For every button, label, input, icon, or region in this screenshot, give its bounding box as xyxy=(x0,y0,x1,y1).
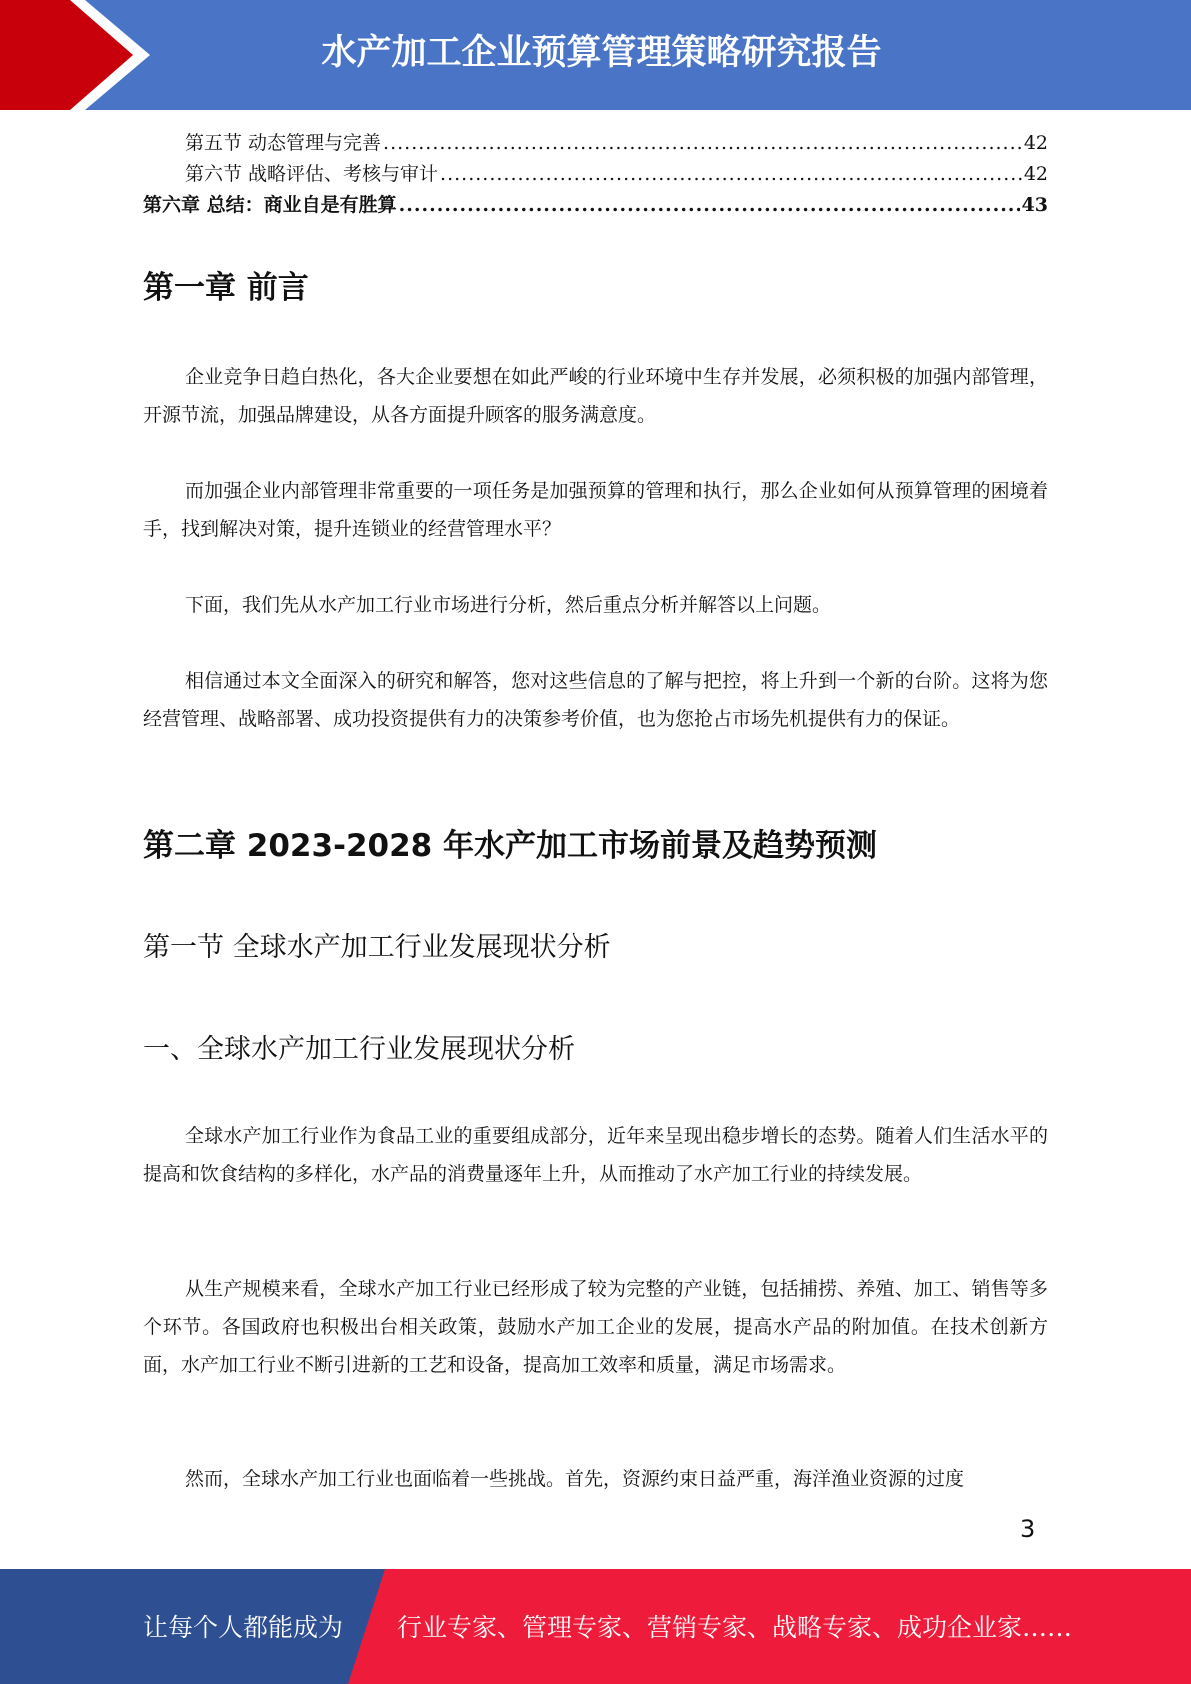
preface-paragraph-1: 企业竞争日趋白热化，各大企业要想在如此严峻的行业环境中生存并发展，必须积极的加强内部管理，开源节流，加强品牌建设，从各方面提升顾客的服务满意度。 xyxy=(143,366,1048,426)
toc-entry-page: 42 xyxy=(1023,163,1048,185)
chapter-1-heading: 第一章 前言 xyxy=(143,270,309,306)
preface-paragraph-2: 而加强企业内部管理非常重要的一项任务是加强预算的管理和执行，那么企业如何从预算管理的困境着手，找到解决对策，提升连锁业的经营管理水平？ xyxy=(143,480,1048,540)
footer-slogan-left: 让每个人都能成为 xyxy=(143,1613,344,1642)
page-footer xyxy=(0,1569,1191,1684)
body-paragraph-2: 从生产规模来看，全球水产加工行业已经形成了较为完整的产业链，包括捕捞、养殖、加工、销售等多个环节。各国政府也积极出台相关政策，鼓励水产加工企业的发展，提高水产品的附加值。在技术创新方面，水产加工行业不断引进新的工艺和设备，提高加工效率和质量，满足市场需求。 xyxy=(143,1278,1048,1376)
toc-entry[interactable] xyxy=(143,128,1048,159)
toc-leader-dots xyxy=(440,159,1022,190)
toc-entry[interactable] xyxy=(143,159,1048,190)
toc-leader-dots xyxy=(399,190,1020,221)
chapter-2-heading: 第二章 2023-2028 年水产加工市场前景及趋势预测 xyxy=(143,828,878,864)
page-header xyxy=(0,0,1191,110)
toc-entry-label: 第六节 战略评估、考核与审计 xyxy=(185,163,439,185)
body-paragraph-3: 然而，全球水产加工行业也面临着一些挑战。首先，资源约束日益严重，海洋渔业资源的过度 xyxy=(185,1468,965,1490)
toc-entry-label: 第五节 动态管理与完善 xyxy=(185,132,382,154)
toc-leader-dots xyxy=(383,128,1022,159)
toc-entry-page: 43 xyxy=(1021,194,1048,216)
preface-paragraph-4: 相信通过本文全面深入的研究和解答，您对这些信息的了解与把控，将上升到一个新的台阶。这将为您经营管理、战略部署、成功投资提供有力的决策参考价值，也为您抢占市场先机提供有力的保证。 xyxy=(143,670,1048,730)
section-1-heading: 第一节 全球水产加工行业发展现状分析 xyxy=(143,932,611,963)
toc-entry[interactable] xyxy=(143,190,1048,221)
body-paragraph-1: 全球水产加工行业作为食品工业的重要组成部分，近年来呈现出稳步增长的态势。随着人们生活水平的提高和饮食结构的多样化，水产品的消费量逐年上升，从而推动了水产加工行业的持续发展。 xyxy=(143,1125,1048,1185)
toc-entry-page: 42 xyxy=(1023,132,1048,154)
toc-entry-label: 第六章 总结：商业自是有胜算 xyxy=(143,194,397,216)
subsection-1-heading: 一、全球水产加工行业发展现状分析 xyxy=(143,1034,575,1065)
page-number: 3 xyxy=(1020,1515,1036,1543)
header-title: 水产加工企业预算管理策略研究报告 xyxy=(321,33,882,73)
table-of-contents xyxy=(143,128,1048,221)
preface-paragraph-3: 下面，我们先从水产加工行业市场进行分析，然后重点分析并解答以上问题。 xyxy=(185,594,832,616)
footer-slogan-right: 行业专家、管理专家、营销专家、战略专家、成功企业家…… xyxy=(397,1613,1073,1642)
